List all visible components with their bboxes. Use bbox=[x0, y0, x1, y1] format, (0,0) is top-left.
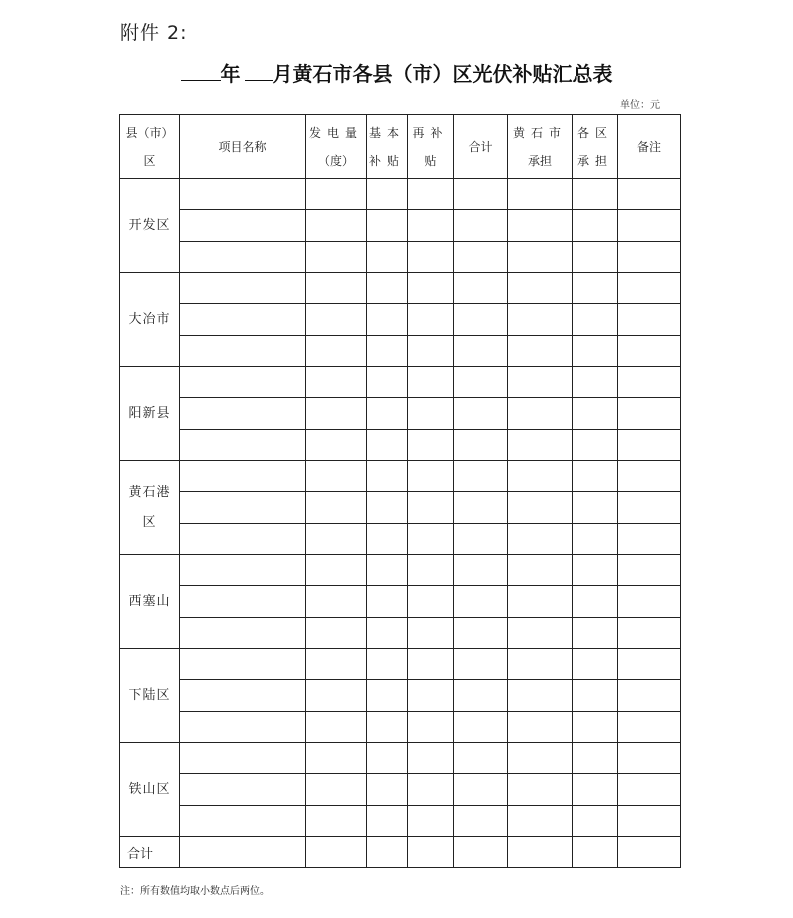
entry-cell[interactable] bbox=[306, 586, 367, 618]
header-generation-line1: 发电量 bbox=[308, 125, 363, 140]
entry-cell[interactable] bbox=[454, 806, 508, 837]
table-row bbox=[120, 586, 681, 618]
entry-cell[interactable] bbox=[573, 712, 618, 743]
entry-cell[interactable] bbox=[454, 461, 508, 492]
entry-cell[interactable] bbox=[573, 430, 618, 461]
entry-cell[interactable] bbox=[306, 524, 367, 555]
entry-cell[interactable] bbox=[180, 304, 306, 336]
entry-cell[interactable] bbox=[508, 210, 573, 242]
total-label: 合计 bbox=[120, 837, 180, 868]
entry-cell[interactable] bbox=[306, 649, 367, 680]
entry-cell[interactable] bbox=[618, 304, 681, 336]
entry-cell[interactable] bbox=[367, 774, 408, 806]
header-city-share-line2: 承担 bbox=[527, 153, 552, 168]
entry-cell[interactable] bbox=[454, 367, 508, 398]
entry-cell[interactable] bbox=[408, 242, 454, 273]
entry-cell[interactable] bbox=[618, 430, 681, 461]
entry-cell[interactable] bbox=[367, 555, 408, 586]
table-row bbox=[120, 461, 681, 492]
entry-cell[interactable] bbox=[618, 524, 681, 555]
table-row bbox=[120, 398, 681, 430]
subsidy-summary-table bbox=[119, 114, 681, 868]
entry-cell[interactable] bbox=[508, 712, 573, 743]
table-row bbox=[120, 304, 681, 336]
total-entry-cell[interactable] bbox=[367, 837, 408, 868]
entry-cell[interactable] bbox=[573, 649, 618, 680]
entry-cell[interactable] bbox=[454, 774, 508, 806]
entry-cell[interactable] bbox=[180, 649, 306, 680]
table-row bbox=[120, 743, 681, 774]
county-cell bbox=[120, 743, 180, 837]
entry-cell[interactable] bbox=[306, 680, 367, 712]
entry-cell[interactable] bbox=[180, 461, 306, 492]
entry-cell[interactable] bbox=[618, 273, 681, 304]
entry-cell[interactable] bbox=[408, 430, 454, 461]
table-row bbox=[120, 649, 681, 680]
entry-cell[interactable] bbox=[573, 680, 618, 712]
entry-cell[interactable] bbox=[573, 336, 618, 367]
entry-cell[interactable] bbox=[508, 806, 573, 837]
entry-cell[interactable] bbox=[508, 367, 573, 398]
table-row bbox=[120, 555, 681, 586]
entry-cell[interactable] bbox=[573, 242, 618, 273]
entry-cell[interactable] bbox=[454, 586, 508, 618]
header-county bbox=[120, 115, 180, 179]
total-entry-cell[interactable] bbox=[306, 837, 367, 868]
entry-cell[interactable] bbox=[508, 273, 573, 304]
entry-cell[interactable] bbox=[367, 806, 408, 837]
header-subtotal-text: 合计 bbox=[468, 139, 493, 154]
entry-cell[interactable] bbox=[367, 492, 408, 524]
entry-cell[interactable] bbox=[408, 586, 454, 618]
header-remarks-text: 备注 bbox=[636, 139, 661, 154]
entry-cell[interactable] bbox=[573, 586, 618, 618]
entry-cell[interactable] bbox=[573, 743, 618, 774]
entry-cell[interactable] bbox=[306, 398, 367, 430]
entry-cell[interactable] bbox=[508, 555, 573, 586]
table-row bbox=[120, 712, 681, 743]
entry-cell[interactable] bbox=[180, 273, 306, 304]
entry-cell[interactable] bbox=[180, 774, 306, 806]
entry-cell[interactable] bbox=[180, 398, 306, 430]
entry-cell[interactable] bbox=[306, 555, 367, 586]
header-row bbox=[120, 115, 681, 179]
entry-cell[interactable] bbox=[454, 524, 508, 555]
header-generation-line2: （度） bbox=[317, 153, 354, 168]
entry-cell[interactable] bbox=[306, 743, 367, 774]
title-year-suffix: 年 bbox=[220, 62, 241, 86]
header-basic-subsidy bbox=[367, 115, 408, 179]
entry-cell[interactable] bbox=[306, 273, 367, 304]
entry-cell[interactable] bbox=[367, 680, 408, 712]
entry-cell[interactable] bbox=[573, 398, 618, 430]
table-row bbox=[120, 680, 681, 712]
entry-cell[interactable] bbox=[454, 273, 508, 304]
county-name: 大冶市 bbox=[128, 311, 171, 327]
entry-cell[interactable] bbox=[367, 367, 408, 398]
entry-cell[interactable] bbox=[454, 179, 508, 210]
entry-cell[interactable] bbox=[618, 618, 681, 649]
entry-cell[interactable] bbox=[180, 524, 306, 555]
footnote: 注：所有数值均取小数点后两位。 bbox=[120, 886, 270, 897]
county-name: 开发区 bbox=[128, 217, 171, 233]
county-cell bbox=[120, 367, 180, 461]
table-row bbox=[120, 273, 681, 304]
entry-cell[interactable] bbox=[454, 649, 508, 680]
header-county-line2: 区 bbox=[143, 153, 156, 168]
entry-cell[interactable] bbox=[180, 712, 306, 743]
entry-cell[interactable] bbox=[573, 304, 618, 336]
header-district-share bbox=[573, 115, 618, 179]
entry-cell[interactable] bbox=[306, 461, 367, 492]
entry-cell[interactable] bbox=[573, 555, 618, 586]
entry-cell[interactable] bbox=[454, 304, 508, 336]
entry-cell[interactable] bbox=[408, 555, 454, 586]
entry-cell[interactable] bbox=[408, 712, 454, 743]
entry-cell[interactable] bbox=[306, 492, 367, 524]
entry-cell[interactable] bbox=[408, 304, 454, 336]
entry-cell[interactable] bbox=[306, 304, 367, 336]
entry-cell[interactable] bbox=[367, 649, 408, 680]
total-entry-cell[interactable] bbox=[454, 837, 508, 868]
entry-cell[interactable] bbox=[367, 712, 408, 743]
table-row bbox=[120, 242, 681, 273]
entry-cell[interactable] bbox=[408, 806, 454, 837]
entry-cell[interactable] bbox=[306, 774, 367, 806]
county-name: 下陆区 bbox=[128, 687, 171, 703]
entry-cell[interactable] bbox=[508, 743, 573, 774]
header-project-name-text: 项目名称 bbox=[218, 139, 267, 154]
table-body bbox=[120, 179, 681, 868]
table-row bbox=[120, 179, 681, 210]
entry-cell[interactable] bbox=[618, 179, 681, 210]
total-entry-cell[interactable] bbox=[408, 837, 454, 868]
header-district-share-line2: 承担 bbox=[576, 153, 613, 168]
entry-cell[interactable] bbox=[367, 524, 408, 555]
entry-cell[interactable] bbox=[180, 555, 306, 586]
entry-cell[interactable] bbox=[454, 210, 508, 242]
entry-cell[interactable] bbox=[573, 273, 618, 304]
entry-cell[interactable] bbox=[180, 618, 306, 649]
entry-cell[interactable] bbox=[454, 242, 508, 273]
entry-cell[interactable] bbox=[573, 774, 618, 806]
total-entry-cell[interactable] bbox=[508, 837, 573, 868]
entry-cell[interactable] bbox=[306, 336, 367, 367]
header-extra-subsidy-line2: 贴 bbox=[424, 153, 437, 168]
entry-cell[interactable] bbox=[306, 210, 367, 242]
table-row bbox=[120, 806, 681, 837]
entry-cell[interactable] bbox=[508, 461, 573, 492]
entry-cell[interactable] bbox=[408, 680, 454, 712]
entry-cell[interactable] bbox=[367, 618, 408, 649]
entry-cell[interactable] bbox=[618, 242, 681, 273]
entry-cell[interactable] bbox=[454, 336, 508, 367]
entry-cell[interactable] bbox=[408, 336, 454, 367]
entry-cell[interactable] bbox=[618, 680, 681, 712]
entry-cell[interactable] bbox=[408, 273, 454, 304]
page-title bbox=[0, 58, 793, 87]
header-generation bbox=[306, 115, 367, 179]
entry-cell[interactable] bbox=[306, 806, 367, 837]
entry-cell[interactable] bbox=[508, 304, 573, 336]
header-project-name bbox=[180, 115, 306, 179]
table-row bbox=[120, 336, 681, 367]
total-entry-cell[interactable] bbox=[618, 837, 681, 868]
entry-cell[interactable] bbox=[618, 461, 681, 492]
entry-cell[interactable] bbox=[618, 649, 681, 680]
entry-cell[interactable] bbox=[573, 367, 618, 398]
total-row bbox=[120, 837, 681, 868]
entry-cell[interactable] bbox=[573, 524, 618, 555]
entry-cell[interactable] bbox=[306, 618, 367, 649]
table-row bbox=[120, 524, 681, 555]
entry-cell[interactable] bbox=[180, 806, 306, 837]
entry-cell[interactable] bbox=[408, 367, 454, 398]
entry-cell[interactable] bbox=[408, 210, 454, 242]
entry-cell[interactable] bbox=[508, 336, 573, 367]
entry-cell[interactable] bbox=[573, 492, 618, 524]
entry-cell[interactable] bbox=[618, 555, 681, 586]
entry-cell[interactable] bbox=[367, 430, 408, 461]
table-row bbox=[120, 774, 681, 806]
entry-cell[interactable] bbox=[180, 743, 306, 774]
table-row bbox=[120, 367, 681, 398]
header-subtotal bbox=[454, 115, 508, 179]
county-cell bbox=[120, 649, 180, 743]
entry-cell[interactable] bbox=[573, 806, 618, 837]
entry-cell[interactable] bbox=[454, 743, 508, 774]
entry-cell[interactable] bbox=[180, 430, 306, 461]
entry-cell[interactable] bbox=[508, 242, 573, 273]
total-entry-cell[interactable] bbox=[573, 837, 618, 868]
entry-cell[interactable] bbox=[367, 179, 408, 210]
entry-cell[interactable] bbox=[618, 774, 681, 806]
entry-cell[interactable] bbox=[367, 242, 408, 273]
entry-cell[interactable] bbox=[573, 179, 618, 210]
county-name: 西塞山 bbox=[128, 593, 171, 609]
entry-cell[interactable] bbox=[454, 712, 508, 743]
entry-cell[interactable] bbox=[618, 336, 681, 367]
county-cell bbox=[120, 461, 180, 555]
entry-cell[interactable] bbox=[180, 680, 306, 712]
county-cell bbox=[120, 555, 180, 649]
entry-cell[interactable] bbox=[618, 743, 681, 774]
entry-cell[interactable] bbox=[180, 179, 306, 210]
entry-cell[interactable] bbox=[408, 461, 454, 492]
entry-cell[interactable] bbox=[306, 242, 367, 273]
entry-cell[interactable] bbox=[367, 586, 408, 618]
entry-cell[interactable] bbox=[408, 398, 454, 430]
entry-cell[interactable] bbox=[367, 398, 408, 430]
county-cell bbox=[120, 179, 180, 273]
entry-cell[interactable] bbox=[618, 210, 681, 242]
header-basic-subsidy-line1: 基本 bbox=[368, 125, 405, 140]
entry-cell[interactable] bbox=[618, 367, 681, 398]
entry-cell[interactable] bbox=[508, 398, 573, 430]
entry-cell[interactable] bbox=[367, 336, 408, 367]
entry-cell[interactable] bbox=[618, 398, 681, 430]
entry-cell[interactable] bbox=[306, 367, 367, 398]
entry-cell[interactable] bbox=[408, 492, 454, 524]
entry-cell[interactable] bbox=[618, 492, 681, 524]
entry-cell[interactable] bbox=[367, 210, 408, 242]
entry-cell[interactable] bbox=[508, 179, 573, 210]
entry-cell[interactable] bbox=[306, 712, 367, 743]
entry-cell[interactable] bbox=[508, 586, 573, 618]
entry-cell[interactable] bbox=[508, 774, 573, 806]
header-city-share-line1: 黄石市 bbox=[512, 125, 567, 140]
header-basic-subsidy-line2: 补贴 bbox=[368, 153, 405, 168]
entry-cell[interactable] bbox=[408, 649, 454, 680]
entry-cell[interactable] bbox=[454, 555, 508, 586]
entry-cell[interactable] bbox=[367, 461, 408, 492]
year-blank[interactable] bbox=[181, 62, 221, 81]
entry-cell[interactable] bbox=[180, 492, 306, 524]
entry-cell[interactable] bbox=[454, 398, 508, 430]
entry-cell[interactable] bbox=[508, 618, 573, 649]
entry-cell[interactable] bbox=[180, 336, 306, 367]
title-main: 月黄石市各县（市）区光伏补贴汇总表 bbox=[272, 62, 613, 86]
table-row bbox=[120, 618, 681, 649]
entry-cell[interactable] bbox=[180, 210, 306, 242]
entry-cell[interactable] bbox=[367, 273, 408, 304]
entry-cell[interactable] bbox=[408, 179, 454, 210]
header-remarks bbox=[618, 115, 681, 179]
table-row bbox=[120, 210, 681, 242]
entry-cell[interactable] bbox=[454, 618, 508, 649]
county-name: 阳新县 bbox=[128, 405, 171, 421]
entry-cell[interactable] bbox=[408, 618, 454, 649]
entry-cell[interactable] bbox=[306, 430, 367, 461]
entry-cell[interactable] bbox=[408, 743, 454, 774]
entry-cell[interactable] bbox=[618, 586, 681, 618]
entry-cell[interactable] bbox=[508, 524, 573, 555]
entry-cell[interactable] bbox=[306, 179, 367, 210]
entry-cell[interactable] bbox=[367, 304, 408, 336]
county-cell bbox=[120, 273, 180, 367]
total-entry-cell[interactable] bbox=[180, 837, 306, 868]
table-row bbox=[120, 492, 681, 524]
header-extra-subsidy bbox=[408, 115, 454, 179]
entry-cell[interactable] bbox=[573, 210, 618, 242]
entry-cell[interactable] bbox=[618, 806, 681, 837]
entry-cell[interactable] bbox=[618, 712, 681, 743]
entry-cell[interactable] bbox=[180, 367, 306, 398]
header-county-line1: 县（市） bbox=[125, 125, 174, 140]
entry-cell[interactable] bbox=[180, 242, 306, 273]
entry-cell[interactable] bbox=[508, 680, 573, 712]
header-district-share-line1: 各区 bbox=[576, 125, 613, 140]
month-blank[interactable] bbox=[245, 62, 273, 81]
unit-label: 单位：元 bbox=[620, 100, 660, 111]
entry-cell[interactable] bbox=[408, 774, 454, 806]
entry-cell[interactable] bbox=[454, 430, 508, 461]
entry-cell[interactable] bbox=[508, 649, 573, 680]
entry-cell[interactable] bbox=[573, 618, 618, 649]
entry-cell[interactable] bbox=[508, 492, 573, 524]
entry-cell[interactable] bbox=[454, 680, 508, 712]
attachment-label: 附件 2: bbox=[120, 22, 188, 44]
entry-cell[interactable] bbox=[508, 430, 573, 461]
entry-cell[interactable] bbox=[408, 524, 454, 555]
county-name: 铁山区 bbox=[128, 781, 171, 797]
entry-cell[interactable] bbox=[573, 461, 618, 492]
county-name: 黄石港 bbox=[128, 484, 171, 500]
entry-cell[interactable] bbox=[180, 586, 306, 618]
table-row bbox=[120, 430, 681, 461]
entry-cell[interactable] bbox=[367, 743, 408, 774]
header-extra-subsidy-line1: 再补 bbox=[412, 125, 449, 140]
header-city-share bbox=[508, 115, 573, 179]
entry-cell[interactable] bbox=[454, 492, 508, 524]
county-name: 区 bbox=[142, 514, 157, 530]
